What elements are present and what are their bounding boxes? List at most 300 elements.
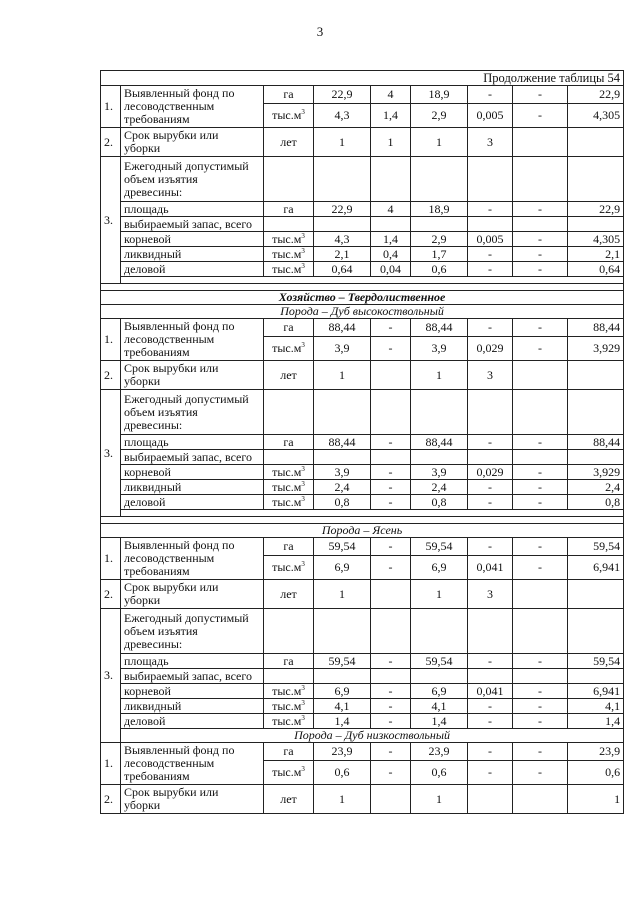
empty-cell [513,450,568,465]
value-cell: 1 [411,785,468,814]
empty-cell [371,157,411,202]
value-cell: 0,6 [411,761,468,785]
value-cell: 1 [371,128,411,157]
value-cell: - [371,654,411,669]
unit-text: тыс.м [272,560,302,574]
row-label: деловой [121,714,264,729]
row-label: деловой [121,262,264,277]
value-cell: 0,8 [314,495,371,510]
value-cell: - [513,104,568,128]
unit-cell [264,247,314,262]
value-cell [468,785,513,814]
value-cell: 0,64 [568,262,624,277]
empty-cell [371,669,411,684]
unit-text: тыс.м [272,765,302,779]
value-cell [513,361,568,390]
unit-cell: га [264,538,314,556]
row-label: ликвидный [121,480,264,495]
value-cell [371,361,411,390]
label-line: требованиям [124,112,190,126]
value-cell: - [468,654,513,669]
value-cell: 22,9 [314,86,371,104]
empty-cell [568,217,624,232]
empty-cell [568,157,624,202]
row-label: выбираемый запас, всего [121,669,264,684]
row-label [121,580,264,609]
row-label [121,390,264,435]
continuation-header: Продолжение таблицы 54 [101,71,624,86]
value-cell [568,580,624,609]
unit-text: тыс.м [272,713,302,728]
value-cell [568,128,624,157]
table-row [101,669,624,684]
value-cell: - [513,654,568,669]
row-number: 2. [101,580,121,609]
unit-cell [264,104,314,128]
value-cell: 1 [411,128,468,157]
value-cell: - [468,714,513,729]
value-cell: - [513,435,568,450]
row-label [121,361,264,390]
table-row [101,319,624,337]
value-cell: 59,54 [568,538,624,556]
unit-text: тыс.м [272,464,302,479]
value-cell: 4,3 [314,232,371,247]
value-cell: 4,1 [411,699,468,714]
row-label: корневой [121,232,264,247]
unit-text: тыс.м [272,231,302,246]
value-cell: 3,9 [411,465,468,480]
value-cell: 59,54 [568,654,624,669]
value-cell: - [513,202,568,217]
row-label [121,128,264,157]
label-line: лесоводственным [124,551,215,565]
row-label [121,538,264,580]
unit-cell: лет [264,361,314,390]
row-number: 2. [101,361,121,390]
unit-cell [264,262,314,277]
value-cell: 1 [314,580,371,609]
empty-cell [371,609,411,654]
value-cell: 1 [314,361,371,390]
value-cell: 3 [468,361,513,390]
value-cell: 23,9 [314,743,371,761]
value-cell: - [513,714,568,729]
value-cell: - [513,86,568,104]
value-cell: 59,54 [314,654,371,669]
spacer-row [101,284,624,291]
label-line: Выявленный фонд по [124,86,235,100]
unit-text: тыс.м [272,341,302,355]
empty-cell [371,390,411,435]
table-row [101,232,624,247]
label-line: требованиям [124,564,190,578]
unit-cell: га [264,435,314,450]
value-cell: 0,8 [411,495,468,510]
row-label: корневой [121,684,264,699]
empty-cell [568,390,624,435]
empty-cell [314,450,371,465]
value-cell: - [513,556,568,580]
value-cell: 6,941 [568,684,624,699]
value-cell: 1,7 [411,247,468,262]
value-cell: 6,9 [411,556,468,580]
row-number: 2. [101,785,121,814]
value-cell: 4,3 [314,104,371,128]
unit-superscript: 3 [301,683,305,692]
value-cell: 0,6 [314,761,371,785]
empty-cell [264,609,314,654]
table-row [101,538,624,556]
table-row [101,654,624,669]
unit-cell [264,684,314,699]
row-number: 3. [101,609,121,743]
value-cell: 1,4 [411,714,468,729]
unit-cell: лет [264,128,314,157]
value-cell: - [513,743,568,761]
value-cell: 4 [371,202,411,217]
table-row [101,684,624,699]
empty-cell [314,157,371,202]
empty-cell [468,609,513,654]
value-cell: - [371,319,411,337]
value-cell: 59,54 [411,538,468,556]
empty-cell [468,450,513,465]
value-cell: 1,4 [371,232,411,247]
row-label [121,157,264,202]
value-cell: 88,44 [568,319,624,337]
empty-cell [264,450,314,465]
table-row [101,510,624,517]
spacer-row [121,277,624,284]
empty-cell [264,669,314,684]
row-number: 3. [101,157,121,284]
value-cell: 23,9 [568,743,624,761]
label-line: лесоводственным [124,332,215,346]
value-cell: - [513,684,568,699]
empty-cell [264,157,314,202]
row-label [121,609,264,654]
row-label: выбираемый запас, всего [121,450,264,465]
value-cell: 4,305 [568,104,624,128]
table-row [101,262,624,277]
value-cell: 0,005 [468,232,513,247]
unit-cell [264,480,314,495]
table-row [101,86,624,104]
value-cell: 0,005 [468,104,513,128]
value-cell: - [513,319,568,337]
value-cell: 0,029 [468,465,513,480]
value-cell: - [468,247,513,262]
value-cell: - [468,480,513,495]
table-row [101,277,624,284]
value-cell: 4,305 [568,232,624,247]
label-line: объем изъятия [124,171,198,186]
row-label [121,743,264,785]
value-cell: 23,9 [411,743,468,761]
table-row [101,609,624,654]
label-line: объем изъятия [124,404,198,419]
value-cell: 88,44 [314,319,371,337]
unit-cell [264,337,314,361]
value-cell: - [371,465,411,480]
label-line: Срок вырубки или [124,580,219,594]
value-cell: 88,44 [568,435,624,450]
value-cell: - [468,699,513,714]
unit-text: тыс.м [272,683,302,698]
label-line: древесины: [124,417,183,432]
table-row [101,128,624,157]
unit-superscript: 3 [301,560,305,568]
unit-cell: лет [264,785,314,814]
unit-superscript: 3 [301,261,305,270]
empty-cell [264,217,314,232]
unit-superscript: 3 [301,464,305,473]
row-number: 1. [101,743,121,785]
unit-cell: га [264,319,314,337]
label-line: лесоводственным [124,99,215,113]
table-row [101,435,624,450]
value-cell: - [371,714,411,729]
unit-cell [264,232,314,247]
value-cell: - [468,743,513,761]
label-line: требованиям [124,345,190,359]
label-line: Срок вырубки или [124,361,219,375]
species-title: Порода – Ясень [101,524,624,538]
label-line: Выявленный фонд по [124,743,235,757]
label-line: требованиям [124,769,190,783]
label-line: лесоводственным [124,756,215,770]
row-label: площадь [121,202,264,217]
unit-superscript: 3 [301,713,305,722]
value-cell: - [513,465,568,480]
value-cell: 4,1 [314,699,371,714]
unit-text: тыс.м [272,261,302,276]
unit-superscript: 3 [301,494,305,503]
value-cell: 1,4 [314,714,371,729]
unit-superscript: 3 [301,341,305,349]
value-cell: - [513,337,568,361]
value-cell: - [371,495,411,510]
table-row [101,785,624,814]
row-number: 1. [101,86,121,128]
value-cell: 1 [314,128,371,157]
value-cell: 3,9 [314,465,371,480]
table-row [101,291,624,305]
unit-superscript: 3 [301,108,305,116]
value-cell: 3,929 [568,337,624,361]
table-row [101,580,624,609]
spacer-row [101,517,624,524]
empty-cell [468,390,513,435]
value-cell: - [468,761,513,785]
value-cell: - [371,556,411,580]
value-cell [513,785,568,814]
section-title: Хозяйство – Твердолиственное [101,291,624,305]
table-row [101,361,624,390]
value-cell: 1 [568,785,624,814]
unit-cell: га [264,202,314,217]
value-cell: 1 [411,361,468,390]
label-line: Выявленный фонд по [124,538,235,552]
value-cell: - [371,684,411,699]
value-cell: - [513,538,568,556]
value-cell: 2,4 [314,480,371,495]
value-cell: - [371,699,411,714]
table-row [101,217,624,232]
value-cell: - [371,435,411,450]
row-number: 1. [101,319,121,361]
row-number: 3. [101,390,121,517]
table-row [101,524,624,538]
empty-cell [371,450,411,465]
empty-cell [314,390,371,435]
value-cell: 1,4 [568,714,624,729]
value-cell: - [513,495,568,510]
value-cell: 3 [468,128,513,157]
value-cell: - [468,538,513,556]
table-row [101,390,624,435]
row-label: площадь [121,435,264,450]
table-row [101,714,624,729]
row-label: корневой [121,465,264,480]
value-cell [568,361,624,390]
unit-cell: га [264,654,314,669]
table-row [101,480,624,495]
table-row [101,729,624,743]
empty-cell [314,609,371,654]
unit-cell: га [264,86,314,104]
empty-cell [468,217,513,232]
label-line: уборки [124,374,161,388]
table-row [101,699,624,714]
value-cell: 22,9 [568,86,624,104]
value-cell: 2,9 [411,232,468,247]
value-cell: 6,9 [314,684,371,699]
label-line: объем изъятия [124,623,198,638]
label-line: Выявленный фонд по [124,319,235,333]
empty-cell [411,390,468,435]
empty-cell [411,450,468,465]
table-row [101,202,624,217]
value-cell: 1 [314,785,371,814]
value-cell: 22,9 [314,202,371,217]
row-label: ликвидный [121,247,264,262]
value-cell: 2,4 [568,480,624,495]
empty-cell [314,669,371,684]
value-cell: 6,9 [411,684,468,699]
row-label: выбираемый запас, всего [121,217,264,232]
value-cell: 3,9 [411,337,468,361]
row-label: деловой [121,495,264,510]
value-cell: 0,029 [468,337,513,361]
value-cell: - [513,262,568,277]
value-cell: 4,1 [568,699,624,714]
page-number: 3 [316,24,324,39]
label-line: Срок вырубки или [124,785,219,799]
value-cell: 2,9 [411,104,468,128]
row-label [121,785,264,814]
value-cell: 0,4 [371,247,411,262]
unit-cell [264,699,314,714]
value-cell: 88,44 [314,435,371,450]
empty-cell [513,217,568,232]
unit-cell: лет [264,580,314,609]
empty-cell [513,609,568,654]
value-cell: - [371,743,411,761]
table-row [101,305,624,319]
value-cell: - [468,262,513,277]
value-cell: 3,9 [314,337,371,361]
empty-cell [371,217,411,232]
table-row [101,465,624,480]
unit-superscript: 3 [301,765,305,773]
value-cell: - [468,495,513,510]
value-cell: 0,6 [411,262,468,277]
table-row [101,247,624,262]
empty-cell [411,217,468,232]
value-cell: 2,4 [411,480,468,495]
empty-cell [411,609,468,654]
value-cell: - [371,761,411,785]
empty-cell [468,157,513,202]
value-cell: - [513,247,568,262]
row-number: 2. [101,128,121,157]
unit-superscript: 3 [301,231,305,240]
label-line: уборки [124,798,161,812]
value-cell: 59,54 [314,538,371,556]
unit-cell [264,761,314,785]
value-cell: - [513,232,568,247]
empty-cell [513,669,568,684]
value-cell: 88,44 [411,319,468,337]
unit-superscript: 3 [301,479,305,488]
empty-cell [513,157,568,202]
value-cell: - [371,538,411,556]
label-line: древесины: [124,184,183,199]
table-row [101,284,624,291]
label-line: древесины: [124,636,183,651]
table-row [101,71,624,86]
value-cell: - [513,480,568,495]
unit-text: тыс.м [272,479,302,494]
value-cell: 0,04 [371,262,411,277]
value-cell [371,580,411,609]
value-cell: - [468,435,513,450]
value-cell: - [513,699,568,714]
value-cell [513,128,568,157]
value-cell: 6,941 [568,556,624,580]
label-line: уборки [124,141,161,155]
value-cell: - [468,202,513,217]
empty-cell [568,450,624,465]
unit-cell [264,465,314,480]
value-cell: - [468,319,513,337]
value-cell: 0,64 [314,262,371,277]
unit-text: тыс.м [272,246,302,261]
value-cell: 0,041 [468,684,513,699]
unit-superscript: 3 [301,246,305,255]
row-label [121,86,264,128]
table-row [101,157,624,202]
value-cell: 3,929 [568,465,624,480]
unit-cell [264,495,314,510]
unit-text: тыс.м [272,494,302,509]
label-line: уборки [124,593,161,607]
unit-text: тыс.м [272,698,302,713]
row-label [121,319,264,361]
value-cell [371,785,411,814]
